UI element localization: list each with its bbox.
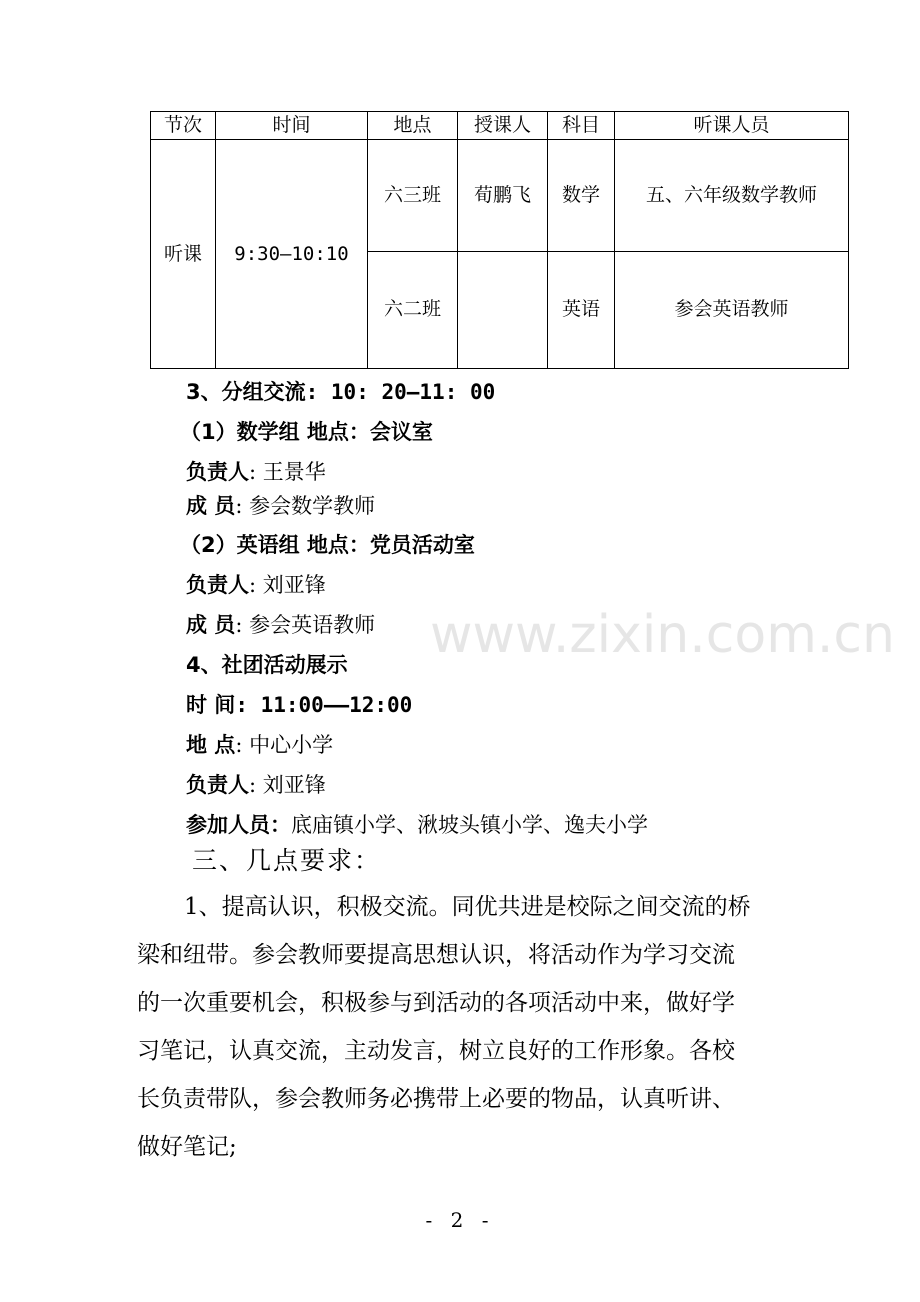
club-place-label: 地 点 [186,733,236,757]
header-cell: 时间 [216,112,368,140]
club-place-value: : 中心小学 [235,733,334,757]
math-leader-line [186,462,326,483]
club-participants-line [186,815,648,836]
english-members-line [186,615,375,636]
watermark: www.zixin.com.cn [430,605,895,665]
table-row [151,140,849,251]
place-cell: 六二班 [368,251,458,368]
club-participants-label: 参加人员： [186,813,291,837]
group-exchange-heading: 3、分组交流 [186,380,306,404]
club-participants-value: 底庙镇小学、湫坡头镇小学、逸夫小学 [291,813,648,837]
requirements-title: 三、几点要求： [192,846,382,875]
place-cell: 六三班 [368,140,458,251]
paragraph-line: 做好笔记; [137,1134,237,1160]
english-leader-line [186,575,326,596]
header-cell: 授课人 [458,112,548,140]
math-group-heading: （1）数学组 地点：会议室 [180,420,433,444]
math-leader-label: 负责人 [186,460,249,484]
header-cell: 地点 [368,112,458,140]
header-cell: 科目 [548,112,615,140]
math-members-line [186,496,375,517]
english-group-heading: （2）英语组 地点：党员活动室 [180,533,475,557]
group-exchange-heading-line [186,382,495,403]
audience-cell: 参会英语教师 [615,251,849,368]
teacher-cell: 荀鹏飞 [458,140,548,251]
paragraph-line: 的一次重要机会，积极参与到活动的各项活动中来，做好学 [137,990,735,1016]
english-leader-label: 负责人 [186,573,249,597]
club-leader-value: : 刘亚锋 [249,773,326,797]
paragraph-line: 1、提高认识，积极交流。同优共进是校际之间交流的桥 [184,894,751,920]
club-leader-label: 负责人 [186,773,249,797]
club-leader-line [186,775,326,796]
english-members-value: : 参会英语教师 [235,613,376,637]
table-header-row [151,112,849,140]
paragraph-line: 习笔记，认真交流，主动发言，树立良好的工作形象。各校 [137,1038,735,1064]
teacher-cell [458,251,548,368]
club-time-label: 时 间 [186,693,236,717]
schedule-table [150,111,849,369]
session-cell: 听课 [151,140,216,369]
club-time-line [186,695,412,716]
english-members-label: 成 员 [186,613,236,637]
time-cell: 9:30—10:10 [216,140,368,369]
audience-cell: 五、六年级数学教师 [615,140,849,251]
page-number: - 2 - [425,1208,495,1232]
group-exchange-time: : 10: 20—11: 00 [305,380,496,404]
english-leader-value: : 刘亚锋 [249,573,326,597]
paragraph-line: 长负责带队，参会教师务必携带上必要的物品，认真听讲、 [137,1086,735,1112]
club-heading: 4、社团活动展示 [186,653,348,677]
subject-cell: 数学 [548,140,615,251]
math-leader-value: : 王景华 [249,460,326,484]
club-place-line [186,735,333,756]
math-members-label: 成 员 [186,494,236,518]
math-members-value: : 参会数学教师 [235,494,376,518]
header-cell: 节次 [151,112,216,140]
subject-cell: 英语 [548,251,615,368]
header-cell: 听课人员 [615,112,849,140]
club-time-value: : 11:00——12:00 [235,693,413,717]
paragraph-line: 梁和纽带。参会教师要提高思想认识，将活动作为学习交流 [137,942,735,968]
